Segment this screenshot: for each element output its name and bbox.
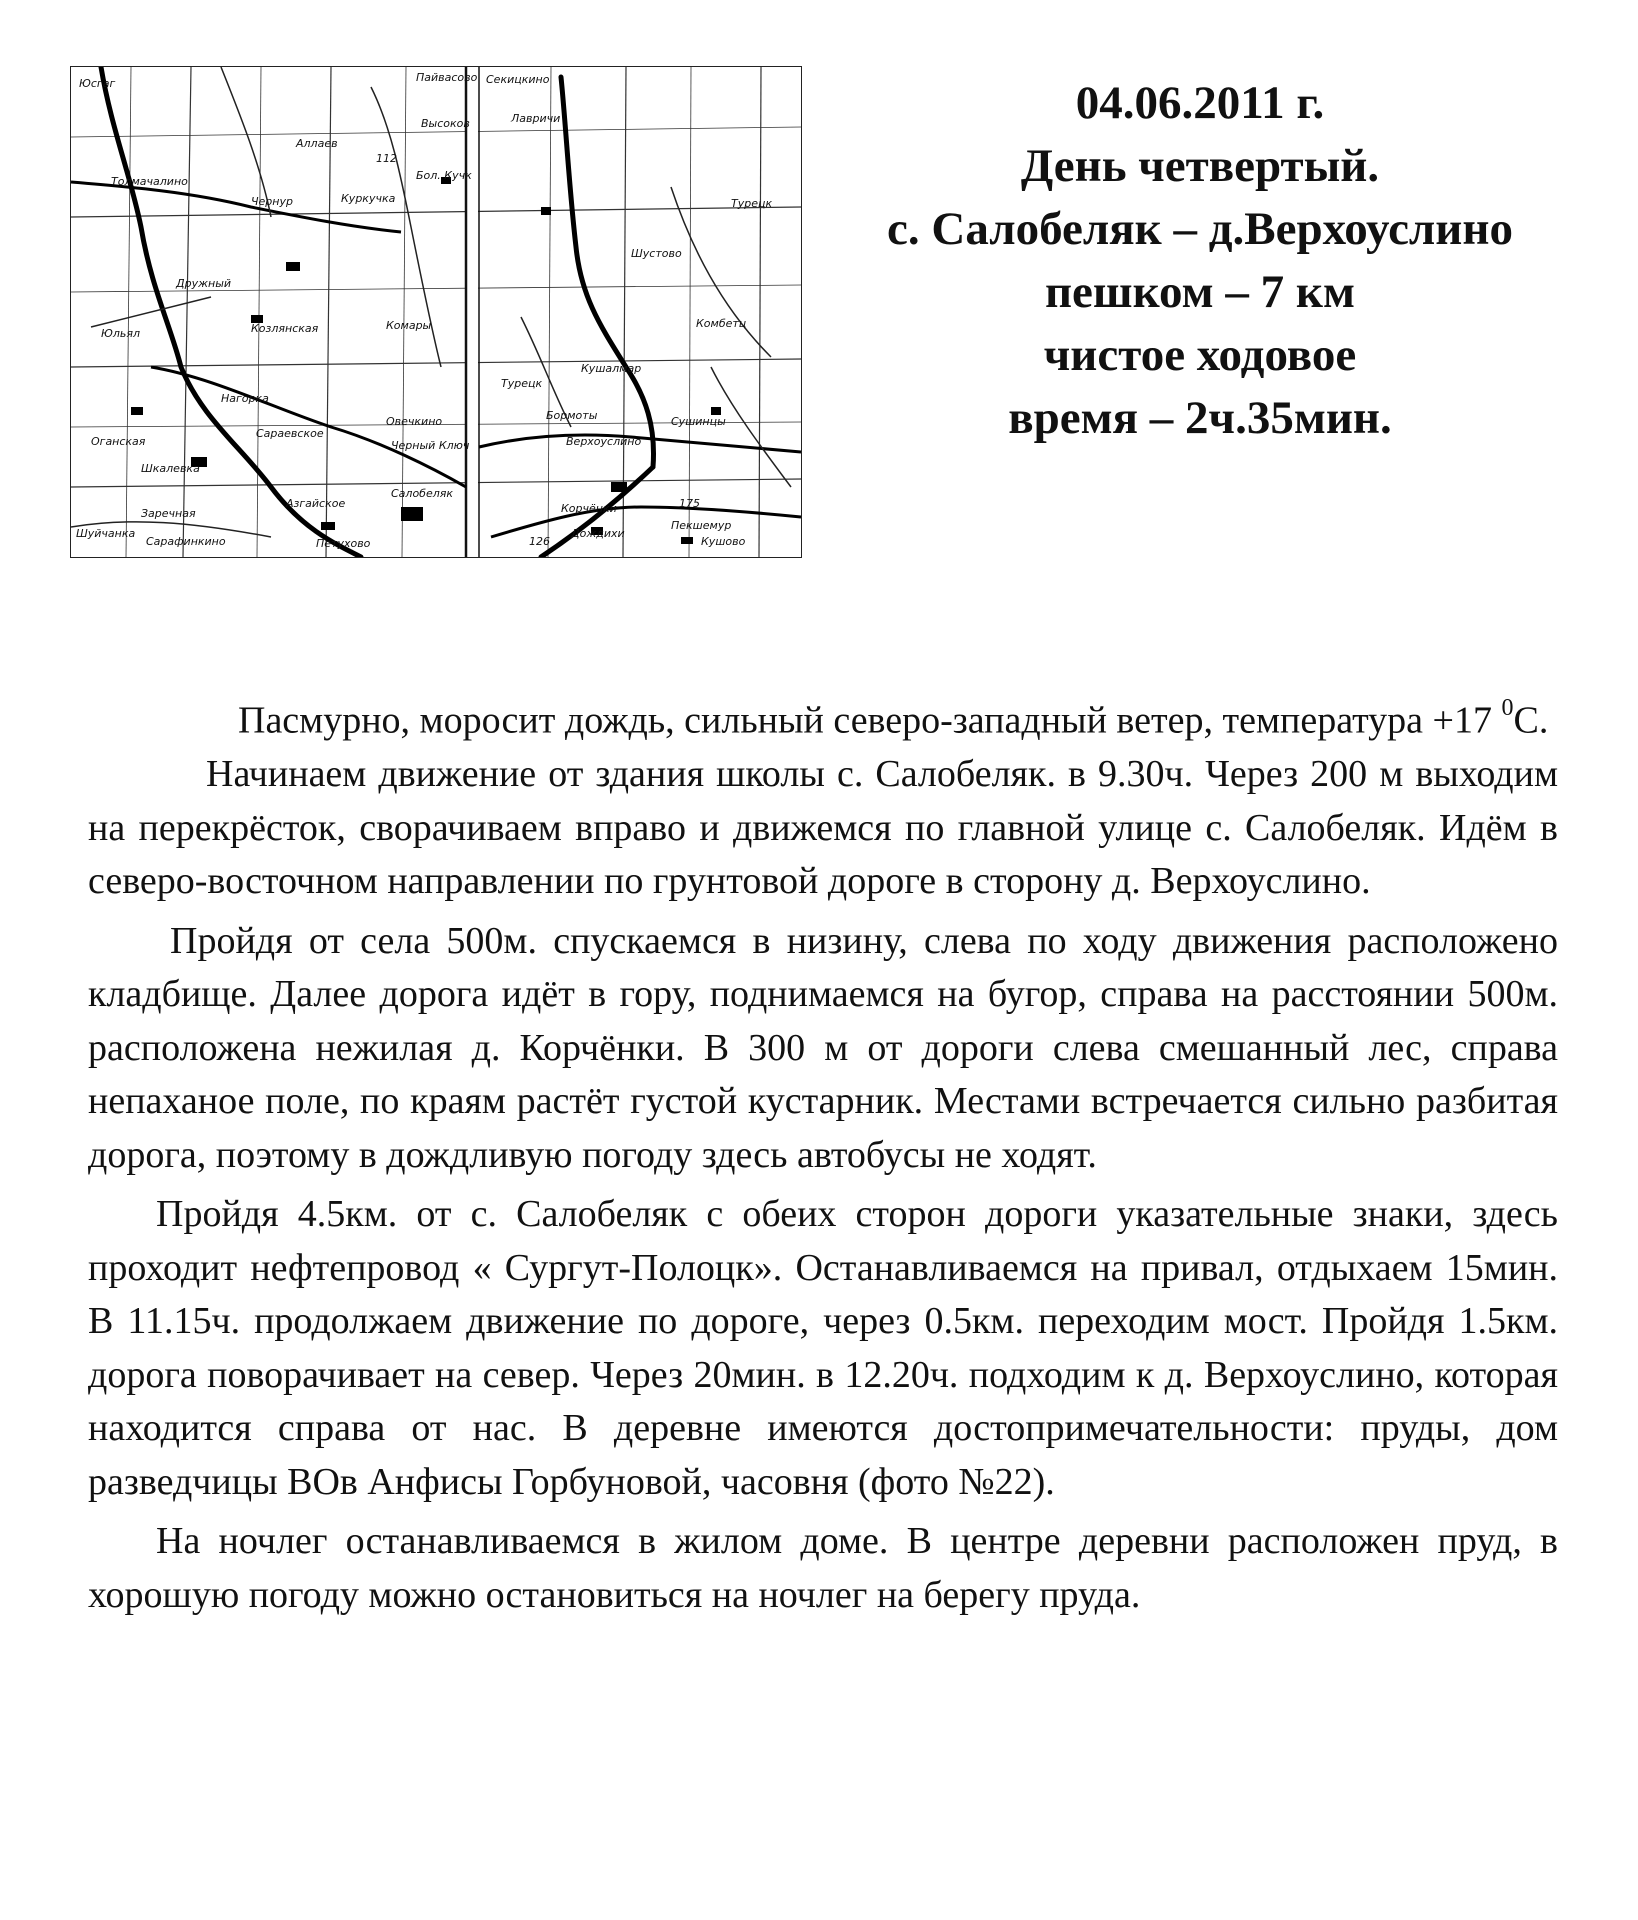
degree-sup: 0 — [1501, 695, 1514, 721]
map-label: Комары — [386, 319, 432, 332]
map-label: Овечкино — [386, 415, 443, 428]
map-label: Козлянская — [251, 322, 319, 335]
route-map-image — [70, 66, 802, 558]
map-label: Куркучка — [341, 192, 396, 205]
map-label: Секицкино — [486, 73, 550, 86]
map-label: Нагорка — [221, 392, 269, 405]
map-label: Дождихи — [571, 527, 625, 540]
map-label: Сарафинкино — [146, 535, 226, 548]
day-title: День четвертый. — [1020, 140, 1380, 192]
day-heading — [820, 72, 1580, 450]
map-label: Черный Ключ — [391, 439, 470, 452]
map-label: Турецк — [731, 197, 773, 210]
map-label: Кушово — [701, 535, 746, 548]
map-label: Верхоуслино — [566, 435, 642, 448]
map-label: Чернур — [251, 195, 293, 208]
map-label: Высоков — [421, 117, 470, 130]
map-label: Шкалевка — [141, 462, 200, 475]
map-label: Дружный — [176, 277, 232, 290]
map-label: Петухово — [316, 537, 371, 550]
map-label: Кушалмар — [581, 362, 642, 375]
distance: пешком – 7 км — [1044, 266, 1356, 318]
map-label: Юльял — [101, 327, 141, 340]
map-label: Салобеляк — [391, 487, 454, 500]
map-label: Шуйчанка — [76, 527, 136, 540]
map-drawing — [71, 67, 801, 557]
date: 04.06.2011 г. — [1075, 77, 1325, 129]
map-label: Бормоты — [546, 409, 598, 422]
map-label: Сараевское — [256, 427, 324, 440]
paragraph-start: Начинаем движение от здания школы с. Салобеляк. в 9.30ч. Через 200 м выходим на перекрёсток, сворачиваем вправо и движемся по главной улице с. Салобеляк. Идём в северо-восточном направлении по грунтовой дороге в сторону д. Верхоуслино. — [88, 753, 1558, 903]
map-label: Шустово — [631, 247, 682, 260]
map-label: Бол. Кучк — [416, 169, 472, 182]
map-label: Юсгаг — [79, 77, 116, 90]
map-label: Азгайское — [286, 497, 346, 510]
map-label: Пекшемур — [671, 519, 732, 532]
map-label: 112 — [376, 152, 397, 165]
map-label: Оганская — [91, 435, 146, 448]
report-body — [88, 686, 1558, 1622]
weather-text: Пасмурно, моросит дождь, сильный северо-западный ветер, температура +17 — [238, 699, 1502, 742]
map-label: Пайвасово — [416, 71, 478, 84]
paragraph-weather — [88, 686, 1558, 748]
weather-unit: С. — [1513, 699, 1549, 742]
map-label: Заречная — [141, 507, 196, 520]
map-label: Сушинцы — [671, 415, 726, 428]
map-label: Турецк — [501, 377, 543, 390]
paragraph-pipeline: Пройдя 4.5км. от с. Салобеляк с обеих сторон дороги указательные знаки, здесь проходит нефтепровод « Сургут-Полоцк». Останавливаемся на привал, отдыхаем 15мин. В 11.15ч. продолжаем движение по дороге, через 0.5км. переходим мост. Пройдя 1.5км. дорога поворачивает на север. Через 20мин. в 12.20ч. подходим к д. Верхоуслино, которая находится справа от нас. В деревне имеются достопримечательности: пруды, дом разведчицы ВОв Анфисы Горбуновой, часовня (фото №22). — [88, 1193, 1558, 1503]
map-label: Аллаев — [296, 137, 338, 150]
map-label: Комбетц — [696, 317, 747, 330]
paragraph-cemetery: Пройдя от села 500м. спускаемся в низину, слева по ходу движения расположено кладбище. Далее дорога идёт в гору, поднимаемся на бугор, справа на расстоянии 500м. расположена нежилая д. Корчёнки. В 300 м от дороги слева смешанный лес, справа непаханое поле, по краям растёт густой кустарник. Местами встречается сильно разбитая дорога, поэтому в дождливую погоду здесь автобусы не ходят. — [88, 919, 1558, 1176]
paragraph-overnight: На ночлег останавливаемся в жилом доме. В центре деревни расположен пруд, в хорошую погоду можно остановиться на ночлег на берегу пруда. — [88, 1520, 1558, 1616]
map-label: Лавричи — [511, 112, 561, 125]
walk-time: время – 2ч.35мин. — [1008, 392, 1392, 444]
map-label: Корчёнки — [561, 502, 617, 515]
map-label: 126 — [529, 535, 550, 548]
route: с. Салобеляк – д.Верхоуслино — [887, 203, 1513, 255]
map-label: 175 — [679, 497, 700, 510]
map-label: Толмачалино — [111, 175, 188, 188]
walk-time-label: чистое ходовое — [1043, 329, 1357, 381]
